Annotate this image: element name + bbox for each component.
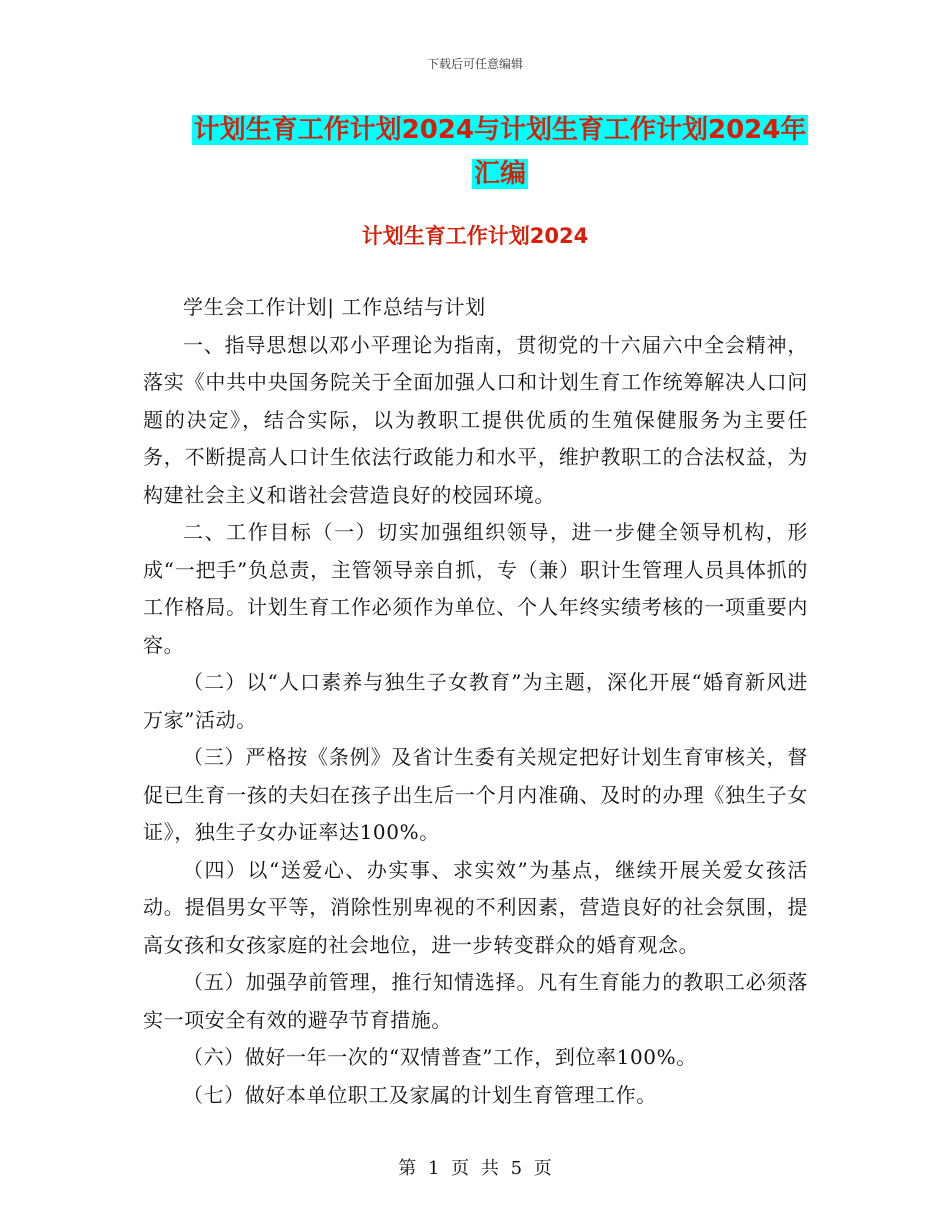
- section-title: 计划生育工作计划2024: [361, 224, 589, 248]
- paragraph: 二、工作目标（一）切实加强组织领导，进一步健全领导机构，形成“一把手”负总责，主管领导亲自抓，专（兼）职计生管理人员具体抓的工作格局。计划生育工作必须作为单位、个人年终实绩考核的一项重要内容。: [143, 520, 808, 657]
- title-line-1: 计划生育工作计划2024与计划生育工作计划2024年: [193, 115, 807, 145]
- paragraph: （三）严格按《条例》及省计生委有关规定把好计划生育审核关，督促已生育一孩的夫妇在孩子出生后一个月内准确、及时的办理《独生子女证》，独生子女办证率达100%。: [143, 745, 808, 844]
- header-note: 下载后可任意编辑: [426, 57, 523, 71]
- title-line-2: 汇编: [473, 159, 526, 189]
- paragraph: （六）做好一年一次的“双情普查”工作，到位率100%。: [183, 1045, 697, 1069]
- paragraph: （七）做好本单位职工及家属的计划生育管理工作。: [183, 1082, 657, 1107]
- paragraph: 学生会工作计划| 工作总结与计划: [183, 295, 486, 319]
- paragraph: 一、指导思想以邓小平理论为指南，贯彻党的十六届六中全会精神，落实《中共中央国务院关于全面加强人口和计划生育工作统筹解决人口问题的决定》，结合实际，以为教职工提供优质的生殖保健服务为主要任务，不断提高人口计生依法行政能力和水平，维护教职工的合法权益，为构建社会主义和谐社会营造良好的校园环境。: [143, 332, 808, 507]
- paragraph: （五）加强孕前管理，推行知情选择。凡有生育能力的教职工必须落实一项安全有效的避孕节育措施。: [143, 970, 808, 1032]
- page-number: 第 1 页 共 5 页: [398, 1158, 552, 1179]
- paragraph: （二）以“人口素养与独生子女教育”为主题，深化开展“婚育新风进万家”活动。: [143, 670, 808, 732]
- paragraph: （四）以“送爱心、办实事、求实效”为基点，继续开展关爱女孩活动。提倡男女平等，消除性别卑视的不利因素，营造良好的社会氛围，提高女孩和女孩家庭的社会地位，进一步转变群众的婚育观念。: [143, 857, 808, 957]
- document-title: [150, 108, 850, 196]
- document-body: [143, 289, 808, 1114]
